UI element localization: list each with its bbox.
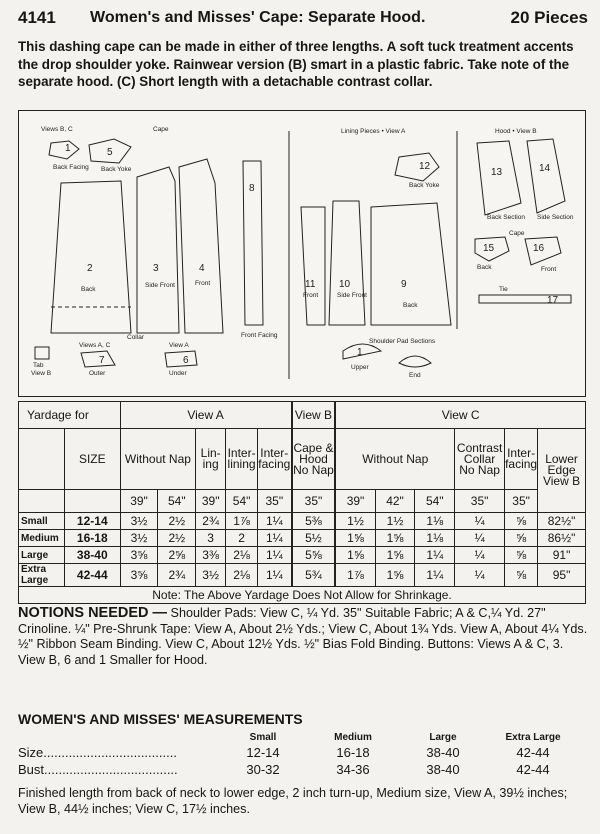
table-row	[19, 564, 586, 587]
yardage-cell: 1½	[335, 513, 375, 530]
piece-number-1-upper: 1	[357, 347, 363, 358]
piece-number-13: 13	[491, 167, 503, 178]
label-tab: Tab	[33, 362, 44, 369]
header-b-cape-hood: Cape & Hood No Nap	[292, 429, 336, 490]
yardage-cell: 86½"	[538, 530, 586, 547]
yardage-cell: ¼	[455, 564, 505, 587]
measurement-cell: 16-18	[336, 745, 370, 760]
size-range: 42-44	[64, 564, 120, 587]
piece-3-shape	[137, 167, 179, 333]
piece-number-14: 14	[539, 163, 551, 174]
yardage-cell: 5⅜	[292, 513, 336, 530]
measurement-cell: 12-14	[246, 745, 280, 760]
header-a-lining: Lin-ing	[196, 429, 226, 490]
piece-2-shape	[51, 181, 131, 333]
piece-number-1: 1	[65, 143, 71, 154]
label-back-yoke-lining: Back Yoke	[409, 182, 440, 189]
measurement-cell: 34-36	[336, 762, 370, 777]
yardage-cell: 2⅝	[158, 547, 196, 564]
yardage-cell: 2½	[158, 530, 196, 547]
piece-number-12: 12	[419, 161, 431, 172]
label-end: End	[409, 372, 421, 379]
width-header: 35"	[455, 490, 505, 513]
table-row	[19, 547, 586, 564]
yardage-cell: 1⅞	[335, 564, 375, 587]
yardage-cell: 91"	[538, 547, 586, 564]
label-tie: Tie	[499, 286, 508, 293]
table-row	[18, 744, 578, 761]
piece-1-shape	[49, 141, 79, 159]
notions-needed	[18, 606, 588, 668]
label-front-lining: Front	[303, 292, 319, 299]
width-header: 54"	[226, 490, 258, 513]
piece-number-8: 8	[249, 183, 255, 194]
yardage-cell: ⅝	[505, 530, 538, 547]
piece-1b-shape	[399, 356, 431, 367]
yardage-cell: 1⅝	[335, 547, 375, 564]
yardage-cell: ⅝	[505, 513, 538, 530]
piece-12-shape	[395, 153, 439, 181]
piece-number-17: 17	[547, 295, 559, 306]
label-cape: Cape	[153, 126, 169, 133]
piece-number-5: 5	[107, 147, 113, 158]
yardage-cell: ¼	[455, 547, 505, 564]
label-back-lining: Back	[403, 302, 418, 309]
yardage-cell: 1⅛	[415, 513, 455, 530]
label-side-front-lining: Side Front	[337, 292, 367, 299]
table-row	[19, 513, 586, 530]
label-cape-hood: Cape	[509, 230, 525, 237]
measurements-title: WOMEN'S AND MISSES' MEASUREMENTS	[18, 711, 303, 727]
yardage-cell: 2	[226, 530, 258, 547]
piece-13-shape	[477, 141, 521, 215]
yardage-cell: 1¼	[258, 547, 292, 564]
label-shoulder-pad-sections: Shoulder Pad Sections	[369, 338, 436, 345]
yardage-caption: Yardage for	[19, 402, 121, 429]
yardage-cell: 3⅝	[120, 564, 158, 587]
size-name: Small	[19, 513, 65, 530]
yardage-cell: 5⅝	[292, 547, 336, 564]
view-b-heading: View B	[292, 402, 336, 429]
label-front-facing: Front Facing	[241, 332, 278, 339]
label-back-yoke: Back Yoke	[101, 166, 132, 173]
width-header: 54"	[158, 490, 196, 513]
yardage-cell: 1¼	[258, 564, 292, 587]
measurement-column-header: Small	[249, 731, 277, 743]
yardage-table	[18, 401, 586, 604]
notions-heading: NOTIONS NEEDED —	[18, 605, 168, 621]
piece-7-shape	[81, 351, 115, 367]
piece-number-10: 10	[339, 279, 351, 290]
yardage-cell: 3½	[120, 530, 158, 547]
piece-10-shape	[329, 201, 365, 325]
yardage-cell: 1½	[375, 513, 415, 530]
size-name: Large	[19, 547, 65, 564]
label-back: Back	[81, 286, 96, 293]
width-header: 35"	[258, 490, 292, 513]
piece-4-shape	[179, 159, 223, 333]
piece-number-4: 4	[199, 263, 205, 274]
measurement-cell: 42-44	[516, 745, 550, 760]
yardage-cell: 3½	[120, 513, 158, 530]
label-view-a: View A	[169, 342, 189, 349]
label-views-bc: Views B, C	[41, 126, 73, 133]
piece-9-shape	[35, 347, 49, 359]
piece-number-15: 15	[483, 243, 495, 254]
yardage-cell: 1¼	[415, 547, 455, 564]
yardage-cell: 2¾	[196, 513, 226, 530]
label-back-cape: Back	[477, 264, 492, 271]
label-views-ac: Views A, C	[79, 342, 111, 349]
width-header: 39"	[196, 490, 226, 513]
width-header: 42"	[375, 490, 415, 513]
width-header: 39"	[120, 490, 158, 513]
yardage-cell: ¼	[455, 513, 505, 530]
size-name: Extra Large	[19, 564, 65, 587]
label-lining-pieces: Lining Pieces • View A	[341, 128, 406, 135]
label-under: Under	[169, 370, 187, 377]
pattern-description: This dashing cape can be made in either of three lengths. A soft tuck treatment accents the drop shoulder yoke. Rainwear version (B) smart in a plastic fabric. Take note of the separate hood. (C) Short length with a detachable contrast collar.	[18, 39, 574, 89]
label-outer: Outer	[89, 370, 106, 377]
piece-11-shape	[301, 207, 325, 325]
header-c-without-nap: Without Nap	[335, 429, 454, 490]
yardage-cell: 82½"	[538, 513, 586, 530]
yardage-cell: 1⅝	[375, 564, 415, 587]
header-c-interfacing: Inter-facing	[505, 429, 538, 490]
yardage-cell: ¼	[455, 530, 505, 547]
measurement-cell: 38-40	[426, 745, 460, 760]
yardage-cell: 3⅜	[196, 547, 226, 564]
yardage-cell: 1¼	[258, 513, 292, 530]
size-range: 38-40	[64, 547, 120, 564]
yardage-cell: ⅝	[505, 547, 538, 564]
header-a-without-nap: Without Nap	[120, 429, 196, 490]
piece-number-7: 7	[99, 355, 105, 366]
yardage-cell: 1⅝	[375, 547, 415, 564]
width-header: 35"	[292, 490, 336, 513]
table-row	[18, 761, 578, 778]
piece-14-shape	[527, 139, 565, 213]
piece-6-shape	[165, 351, 197, 367]
piece-number-3: 3	[153, 263, 159, 274]
table-row	[19, 530, 586, 547]
label-back-facing: Back Facing	[53, 164, 89, 171]
header-a-interfacing: Inter-facing	[258, 429, 292, 490]
view-a-heading: View A	[120, 402, 291, 429]
piece-number-9: 9	[401, 279, 407, 290]
yardage-cell: 5½	[292, 530, 336, 547]
yardage-cell: 3½	[196, 564, 226, 587]
size-label: SIZE	[64, 429, 120, 490]
width-header: 35"	[505, 490, 538, 513]
measurement-column-header: Extra Large	[505, 731, 561, 743]
piece-number-16: 16	[533, 243, 545, 254]
piece-count: 20 Pieces	[510, 8, 588, 27]
header-c-contrast-collar: Contrast Collar No Nap	[455, 429, 505, 490]
measurement-cell: 42-44	[516, 762, 550, 777]
view-c-heading: View C	[335, 402, 585, 429]
measurement-column-header: Medium	[334, 731, 372, 743]
size-range: 16-18	[64, 530, 120, 547]
label-hood-view-b: Hood • View B	[495, 128, 537, 135]
label-collar: Collar	[127, 334, 144, 341]
finished-length-note: Finished length from back of neck to lower edge, 2 inch turn-up, Medium size, View A, 39½ inches; View B, 44½ inches; View C, 17½ inches.	[18, 786, 568, 816]
label-front: Front	[195, 280, 211, 287]
label-back-section: Back Section	[487, 214, 525, 221]
yardage-cell: 2⅛	[226, 547, 258, 564]
piece-number-2: 2	[87, 263, 93, 274]
label-upper: Upper	[351, 364, 369, 371]
measurement-cell: 30-32	[246, 762, 280, 777]
yardage-cell: 1⅝	[335, 530, 375, 547]
yardage-cell: 1¼	[415, 564, 455, 587]
page-header	[18, 8, 588, 32]
measurement-label: Size.....................................	[18, 745, 177, 760]
pattern-pieces-diagram	[18, 110, 586, 397]
yardage-cell: 95"	[538, 564, 586, 587]
yardage-cell: ⅝	[505, 564, 538, 587]
yardage-cell: 1⅞	[226, 513, 258, 530]
yardage-cell: 2⅛	[226, 564, 258, 587]
header-a-interlining: Inter-lining	[226, 429, 258, 490]
yardage-cell: 1⅝	[375, 530, 415, 547]
label-side-section: Side Section	[537, 214, 574, 221]
notions-text: Shoulder Pads: View C, ¼ Yd. 35" Suitable Fabric; A & C,¼ Yd. 27" Crinoline. ¼" Pre-Shrunk Tape: View A, About 2½ Yds.; View C, About 1¾ Yds. View A, About 4¼ Yds. ½" Ribbon Seam Binding. View C, About 12½ Yds. ½" Bias Fold Binding. Buttons: Views A & C, 3. View B, 6 and 1 Smaller for Hood.	[18, 606, 588, 667]
header-lower-edge: Lower Edge View B	[538, 429, 586, 513]
width-header: 39"	[335, 490, 375, 513]
measurement-cell: 38-40	[426, 762, 460, 777]
label-front-cape: Front	[541, 266, 557, 273]
label-side-front: Side Front	[145, 282, 175, 289]
yardage-cell: 3⅝	[120, 547, 158, 564]
yardage-cell: 2½	[158, 513, 196, 530]
pattern-pieces-svg	[19, 111, 585, 396]
label-view-b: View B	[31, 370, 52, 377]
measurement-column-header: Large	[429, 731, 457, 743]
yardage-cell: 5¾	[292, 564, 336, 587]
width-header: 54"	[415, 490, 455, 513]
measurements-table	[18, 730, 578, 778]
yardage-cell: 1¼	[258, 530, 292, 547]
yardage-cell: 2¾	[158, 564, 196, 587]
piece-number-6: 6	[183, 355, 189, 366]
size-name: Medium	[19, 530, 65, 547]
yardage-cell: 1⅛	[415, 530, 455, 547]
piece-number-11: 11	[305, 279, 316, 290]
pattern-number: 4141	[18, 8, 56, 27]
size-range: 12-14	[64, 513, 120, 530]
pattern-title: Women's and Misses' Cape: Separate Hood.	[90, 9, 426, 26]
measurement-label: Bust.....................................	[18, 762, 178, 777]
yardage-note: Note: The Above Yardage Does Not Allow for Shrinkage.	[19, 587, 586, 604]
yardage-cell: 3	[196, 530, 226, 547]
